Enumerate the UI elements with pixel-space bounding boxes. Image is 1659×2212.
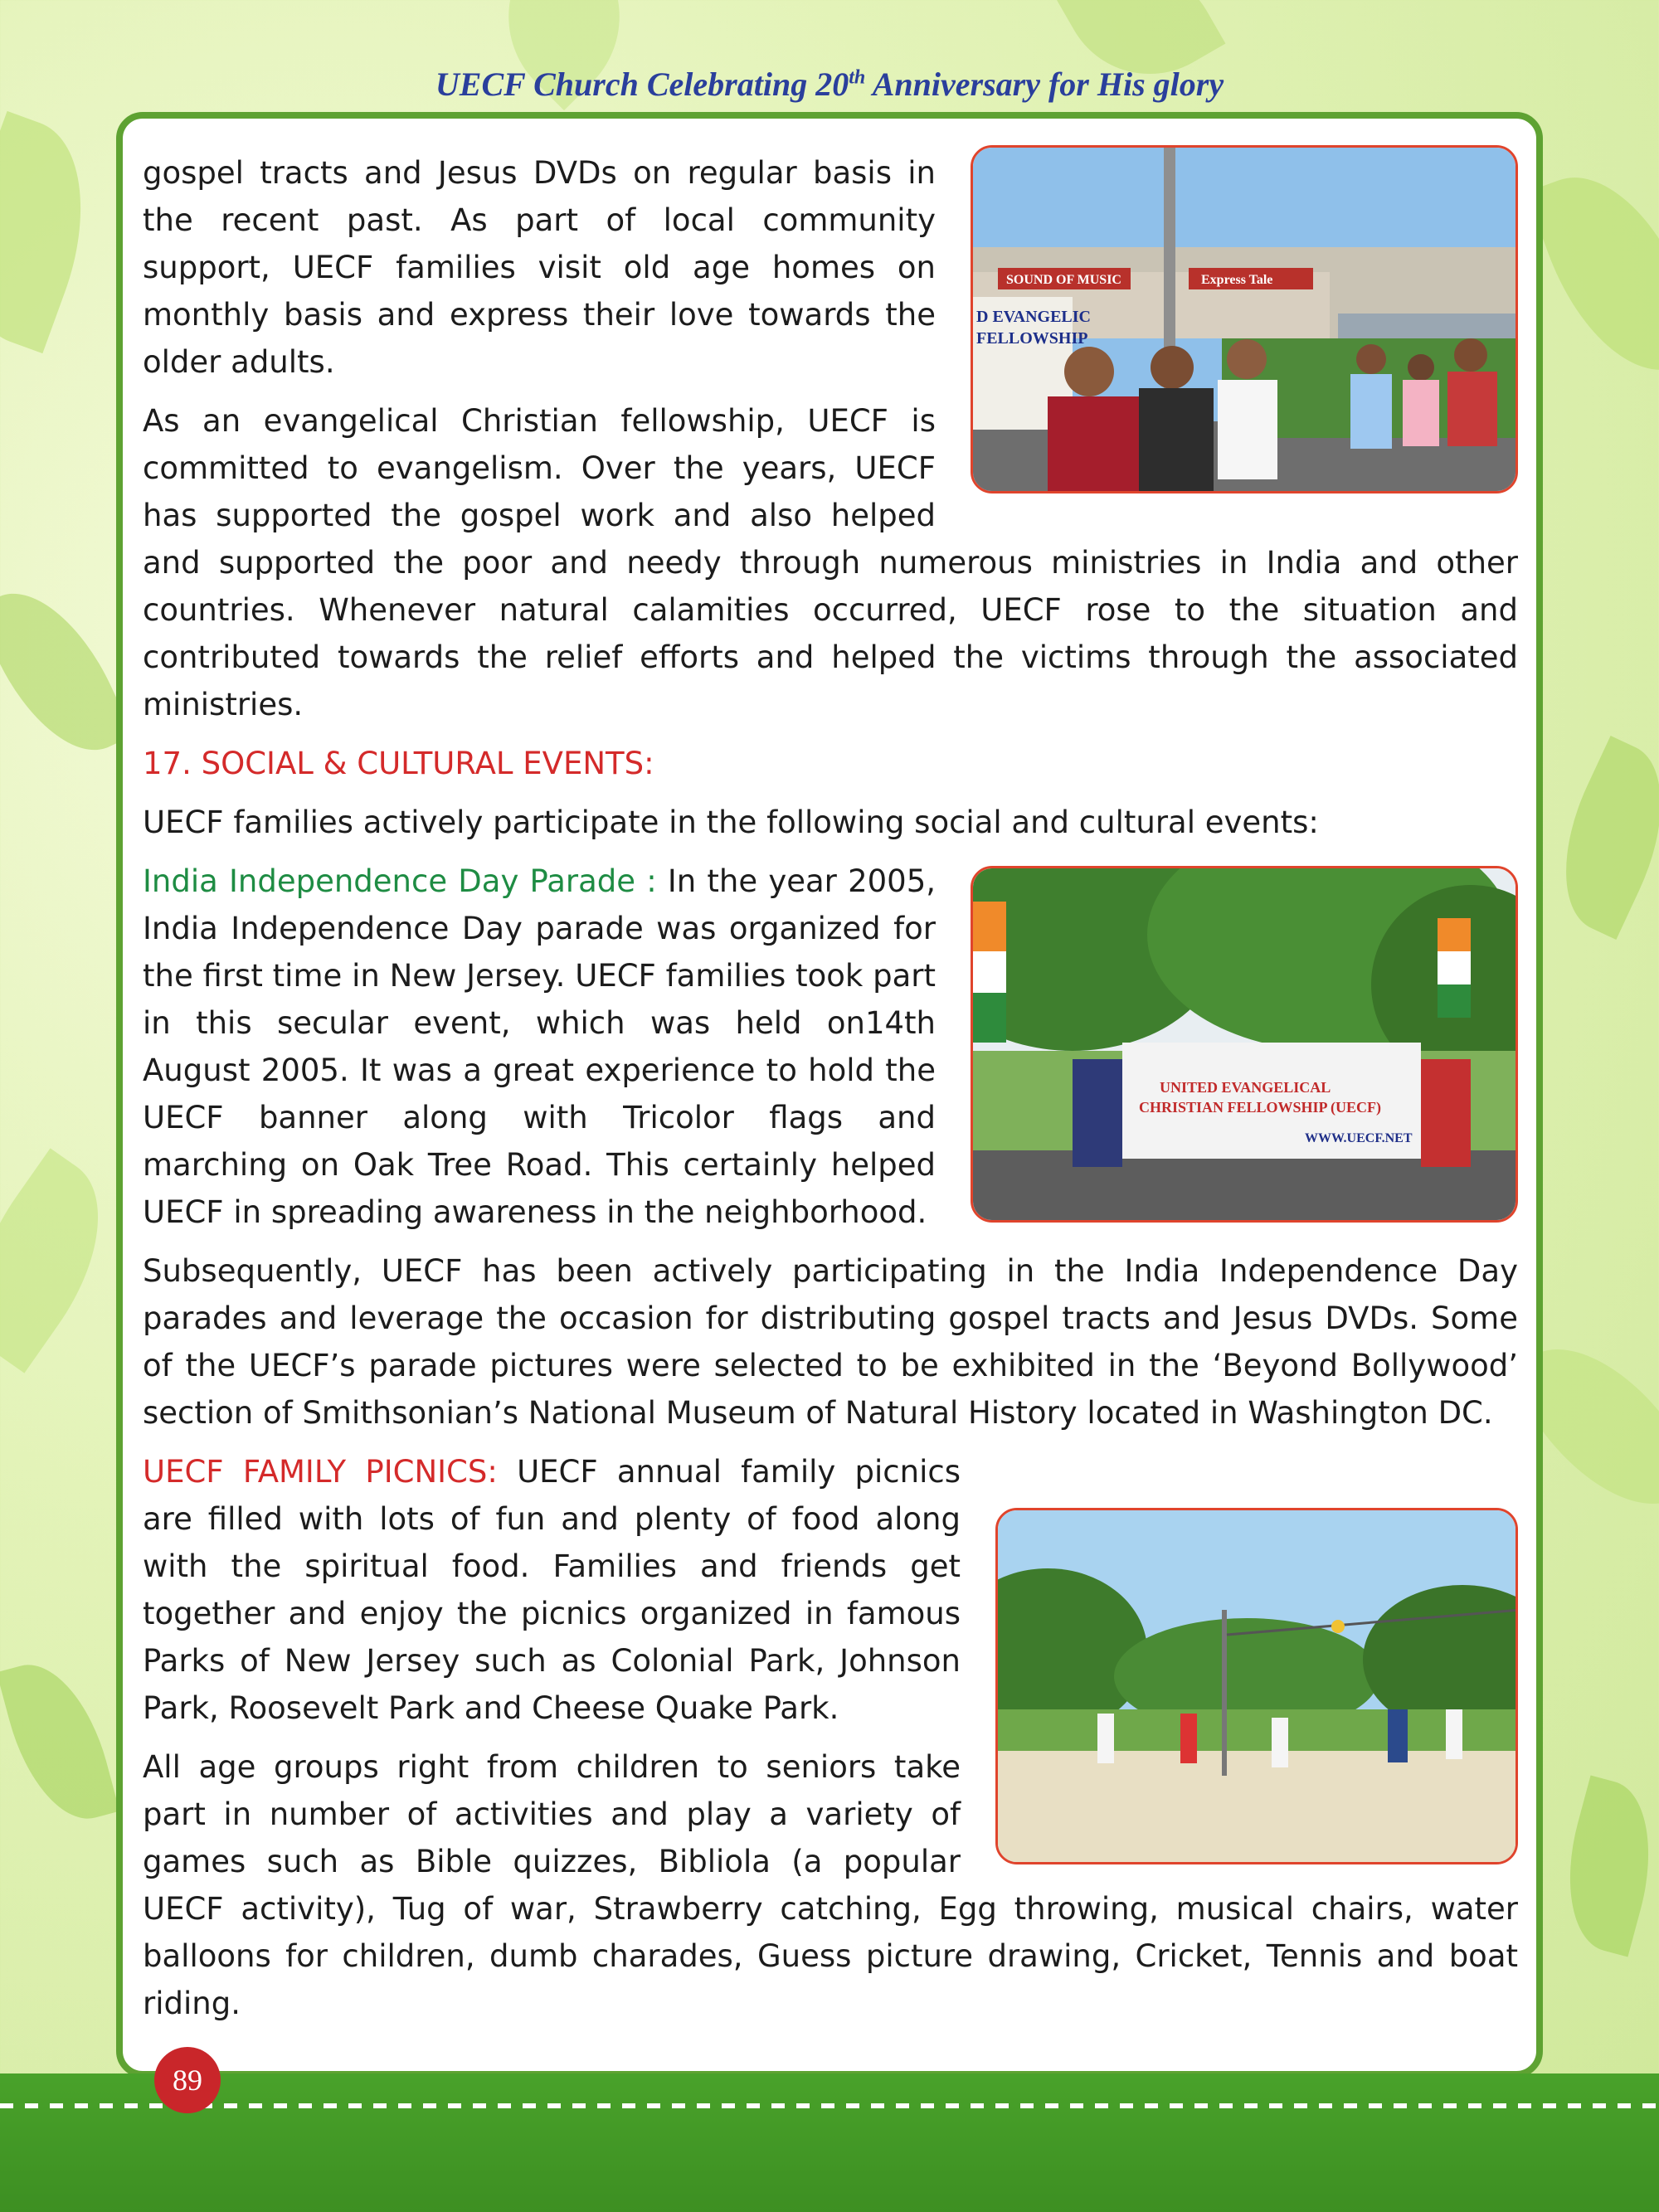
- leaf-decoration: [0, 111, 116, 353]
- paragraph-picnics: UECF FAMILY PICNICS: UECF annual family picnics are filled with lots of fun and plenty of food along with the spiritual food. Families and friends get together and enjoy the picnics organized in famous Parks of New Jersey such as Colonial Park, Johnson Park, Roosevelt Park and Cheese Quake Park.: [143, 1454, 961, 1726]
- leaf-decoration: [1526, 153, 1659, 395]
- leaf-decoration: [0, 1650, 119, 1832]
- footer-dashed-line: [0, 2103, 1659, 2108]
- photo-family-picnic-volleyball: [995, 1508, 1518, 1864]
- paragraph-parade-continued: Subsequently, UECF has been actively participating in the India Independence Day parades and leverage the occasion for distributing gospel tracts and Jesus DVDs. Some of the UECF’s parade pictures were selected to be exhibited in the ‘Beyond Bollywood’ section of Smithsonian’s National Museum of Natural History located in Washington DC.: [143, 1253, 1518, 1431]
- photo-street-outreach: [971, 145, 1518, 493]
- svg-text:WWW.UECF.NET: WWW.UECF.NET: [1305, 1131, 1413, 1145]
- leaf-decoration: [1534, 736, 1659, 940]
- footer-band: [0, 2073, 1659, 2212]
- paragraph-evangelism: As an evangelical Christian fellowship, UECF is committed to evangelism. Over the years, UECF has supported the gospel work and also helped and supported the poor and needy through numerous ministries in India and other countries. Whenever natural calamities occurred, UECF rose to the situation and contributed towards the relief efforts and helped the victims through the associated ministries.: [143, 403, 1518, 722]
- page-header-title: UECF Church Celebrating 20th Anniversary for His glory: [435, 66, 1224, 103]
- article-body: [143, 149, 1518, 2039]
- leaf-decoration: [1548, 1775, 1659, 1957]
- svg-text:FELLOWSHIP: FELLOWSHIP: [976, 329, 1088, 348]
- paragraph-parade: India Independence Day Parade : In the year 2005, India Independence Day parade was organized for the first time in New Jersey. UECF families took part in this secular event, which was held on14th August 2005. It was a great experience to hold the UECF banner along with Tricolor flags and marching on Oak Tree Road. This certainly helped UECF in spreading awareness in the neighborhood.: [143, 863, 936, 1230]
- picnics-heading: UECF FAMILY PICNICS:: [143, 1454, 518, 1490]
- parade-heading: India Independence Day Parade :: [143, 863, 668, 899]
- section-heading-social-events: 17. SOCIAL & CULTURAL EVENTS:: [143, 746, 654, 781]
- page-number: 89: [154, 2047, 221, 2113]
- svg-text:UNITED EVANGELICAL: UNITED EVANGELICAL: [1160, 1079, 1331, 1096]
- paragraph-intro: UECF families actively participate in the following social and cultural events:: [143, 805, 1319, 840]
- leaf-decoration: [0, 570, 134, 774]
- svg-text:CHRISTIAN FELLOWSHIP (UECF): CHRISTIAN FELLOWSHIP (UECF): [1139, 1099, 1382, 1116]
- paragraph-picnic-activities: All age groups right from children to seniors take part in number of activities and play a variety of games such as Bible quizzes, Bibliola (a popular UECF activity), Tug of war, Strawberry catching, Egg throwing, musical chairs, water balloons for children, dumb charades, Guess picture drawing, Cricket, Tennis and boat riding.: [143, 1749, 1518, 2021]
- svg-text:D EVANGELIC: D EVANGELIC: [976, 308, 1091, 326]
- photo-independence-parade: [971, 866, 1518, 1223]
- svg-text:SOUND OF MUSIC: SOUND OF MUSIC: [1006, 273, 1121, 287]
- svg-text:Express Tale: Express Tale: [1201, 273, 1273, 287]
- paragraph-community-support: gospel tracts and Jesus DVDs on regular basis in the recent past. As part of local community support, UECF families visit old age homes on monthly basis and express their love towards the older adults.: [143, 155, 936, 380]
